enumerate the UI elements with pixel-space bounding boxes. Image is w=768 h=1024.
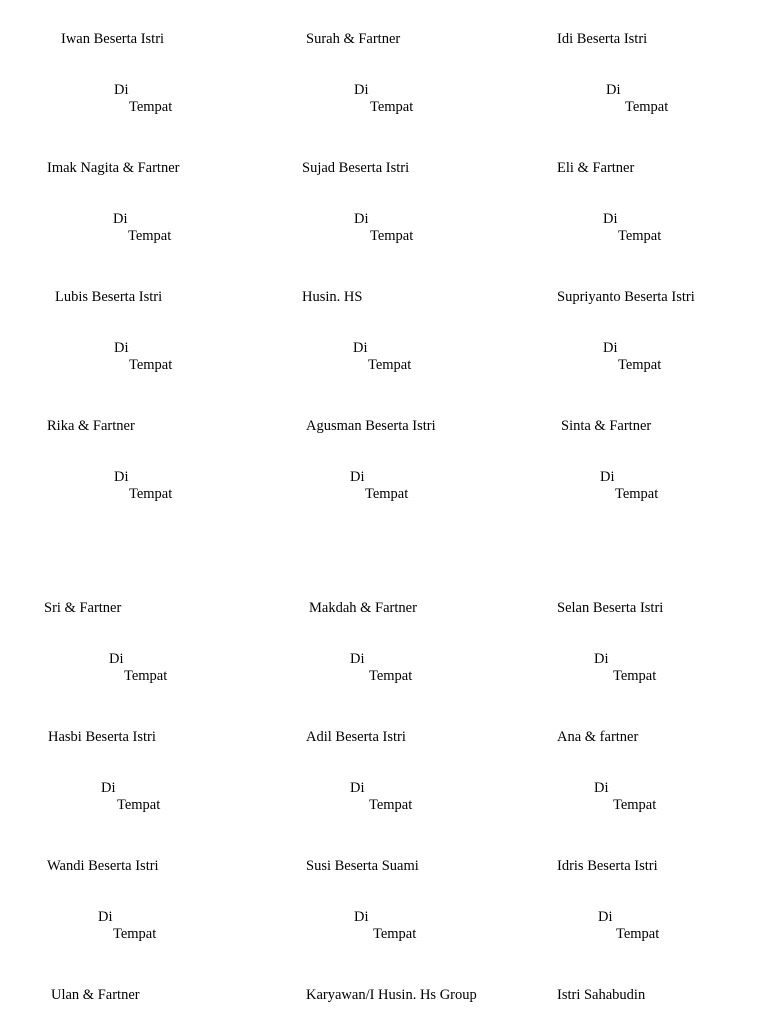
place-text: Tempat [117,797,161,813]
place-text: Tempat [625,99,669,115]
recipient-name: Husin. HS [302,289,363,305]
recipient-name: Imak Nagita & Fartner [47,160,180,176]
recipient-name: Adil Beserta Istri [306,729,406,745]
place-text: Tempat [365,486,409,502]
address-label [0,258,250,373]
address-label [0,0,250,115]
di-text: Di [114,82,129,98]
recipient-name: Idris Beserta Istri [557,858,658,874]
recipient-name: Eli & Fartner [557,160,635,176]
di-text: Di [594,651,609,667]
address-label [256,956,506,1024]
address-label [256,387,506,502]
di-text: Di [603,211,618,227]
address-label [512,698,762,813]
di-text: Di [350,780,365,796]
di-text: Di [354,82,369,98]
address-label [256,698,506,813]
place-text: Tempat [369,668,413,684]
recipient-name: Sujad Beserta Istri [302,160,410,176]
address-label [0,698,250,813]
di-text: Di [594,780,609,796]
di-text: Di [114,340,129,356]
di-text: Di [350,469,365,485]
di-text: Di [113,211,128,227]
place-text: Tempat [128,228,172,244]
di-text: Di [598,909,613,925]
address-label [0,129,250,244]
address-label [256,569,506,684]
address-label [512,0,762,115]
place-text: Tempat [618,357,662,373]
place-text: Tempat [370,99,414,115]
recipient-name: Selan Beserta Istri [557,600,664,616]
di-text: Di [354,909,369,925]
di-text: Di [600,469,615,485]
recipient-name: Idi Beserta Istri [557,31,648,47]
address-label [512,258,762,373]
place-text: Tempat [613,668,657,684]
place-text: Tempat [129,99,173,115]
di-text: Di [98,909,113,925]
address-label [256,0,506,115]
place-text: Tempat [113,926,157,942]
di-text: Di [353,340,368,356]
recipient-name: Ana & fartner [557,729,639,745]
di-text: Di [354,211,369,227]
recipient-name: Susi Beserta Suami [306,858,419,874]
di-text: Di [350,651,365,667]
address-label [0,956,250,1024]
recipient-name: Agusman Beserta Istri [306,418,436,434]
recipient-name: Sinta & Fartner [561,418,652,434]
place-text: Tempat [370,228,414,244]
address-label [0,569,250,684]
recipient-name: Karyawan/I Husin. Hs Group [306,987,477,1003]
di-text: Di [606,82,621,98]
recipient-name: Ulan & Fartner [51,987,140,1003]
di-text: Di [603,340,618,356]
recipient-name: Sri & Fartner [44,600,122,616]
recipient-name: Surah & Fartner [306,31,401,47]
recipient-name: Istri Sahabudin [557,987,646,1003]
place-text: Tempat [613,797,657,813]
recipient-name: Makdah & Fartner [309,600,417,616]
recipient-name: Supriyanto Beserta Istri [557,289,695,305]
place-text: Tempat [368,357,412,373]
di-text: Di [101,780,116,796]
place-text: Tempat [369,797,413,813]
address-label [512,569,762,684]
place-text: Tempat [129,357,173,373]
address-label [512,956,762,1024]
place-text: Tempat [373,926,417,942]
place-text: Tempat [615,486,659,502]
di-text: Di [114,469,129,485]
recipient-name: Hasbi Beserta Istri [48,729,156,745]
address-label [0,827,250,942]
recipient-name: Iwan Beserta Istri [61,31,165,47]
recipient-name: Rika & Fartner [47,418,135,434]
recipient-name: Wandi Beserta Istri [47,858,159,874]
address-label [512,129,762,244]
address-label [512,387,762,502]
address-label [512,827,762,942]
address-label [256,827,506,942]
address-label [256,129,506,244]
place-text: Tempat [616,926,660,942]
place-text: Tempat [124,668,168,684]
address-label [256,258,506,373]
address-label [0,387,250,502]
place-text: Tempat [129,486,173,502]
place-text: Tempat [618,228,662,244]
recipient-name: Lubis Beserta Istri [55,289,163,305]
di-text: Di [109,651,124,667]
